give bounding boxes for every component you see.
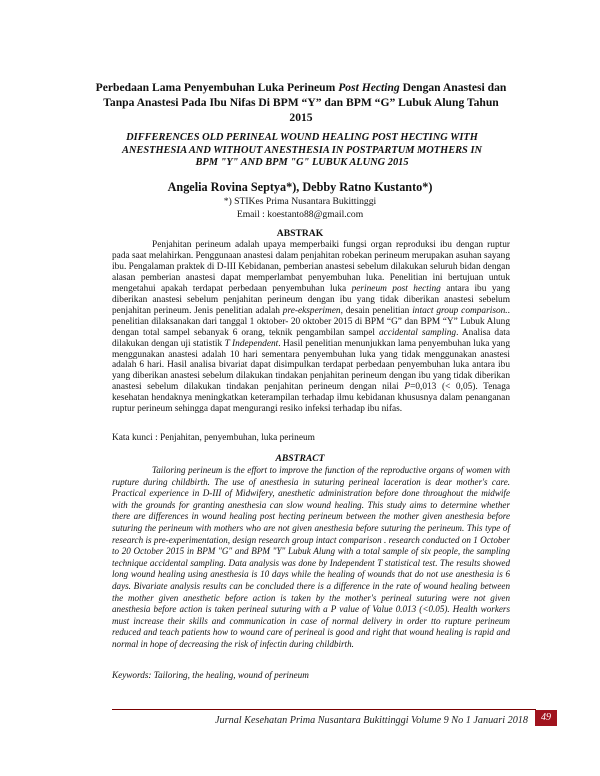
footer-rule [112,709,536,710]
email: Email : koestanto88@gmail.com [236,209,364,220]
title-italic: Post Hecting [338,81,400,94]
keywords: Keywords: Tailoring, the healing, wound of perineum [112,670,309,680]
authors: Angelia Rovina Septya*), Debby Ratno Kustanto*) [167,180,433,194]
abstrak-heading: ABSTRAK [276,228,324,239]
affiliation: *) STIKes Prima Nusantara Bukittinggi [223,196,377,207]
abstrak-body [112,240,510,415]
abstract-paragraph: Tailoring perineum is the effort to improve the function of the reproductive organs of women with rupture during childbirth. The use of anesthesia in suturing perineal laceration is dear mother's care. Practical experience in D-III of Midwifery, anesthetic administration before done throughout the midwife with the grounds for granting anesthesia can slow wound healing. This study aims to determine whether there are differences in wound healing post hecting perineum between the mother given anesthesia before suturing the perineum with mothers who are not given anesthesia before suturing the perineum. This type of research is pre-experimentation, design research group intact comparison . research conducted on 1 October to 20 October 2015 in BPM "G" and BPM "Y" Lubuk Alung with a total sample of six people, the sampling technique accidental sampling. Data analysis was done by Independent T statistical test. The results showed long wound healing using anesthesia is 10 days while the healing of wounds that do not use anesthesia is 6 days. Bivariate analysis results can be concluded there is a difference in the rate of wound healing between the mother given anesthetic before action is taken by the mother's perineal suturing were not given anesthesia before action is taken perineal suturing with a P value of Value 0.013 (<0.05). Health workers must increase their skills and communication in case of normal delivery in order tto rupture perineum reduced and teach patients how to wound care of perineal is good and right that wound healing is rapid and normal in hope of decreasing the risk of infectin during childbirth. [112,465,510,649]
journal-footer: Jurnal Kesehatan Prima Nusantara Bukittinggi Volume 9 No 1 Januari 2018 [215,715,528,726]
page-number: 49 [535,710,557,726]
abstrak-paragraph: Penjahitan perineum adalah upaya memperbaiki fungsi organ reproduksi ibu dengan ruptur pada saat melahirkan. Penggunaan anastesi dalam penjahitan robekan perineum merupakan asuhan sayang ibu. Pengalaman praktek di D-III Kebidanan, pemberian anastesi sebelum dilakukan seluruh bidan dengan alasan pemberian anastesi dapat memperlambat penyembuhan luka. Penelitian ini bertujuan untuk mengetahui apakah terdapat perbedaan penyembuhan luka perineum post hecting antara ibu yang diberikan anastesi sebelum penjahitan perineum dengan ibu yang tidak diberikan anastesi sebelum penjahitan perineum. Jenis penelitian adalah pre-eksperimen, desain penelitian intact group comparison.. penelitian dilaksanakan dari tanggal 1 oktober- 20 oktober 2015 di BPM “G” dan BPM “Y” Lubuk Alung dengan total sampel sebanyak 6 orang, teknik pengambilan sampel accidental sampling. Analisa data dilakukan dengan uji statistik T Independent. Hasil penelitian menunjukkan lama penyembuhan luka yang menggunakan anastesi adalah 10 hari sementara penyembuhan luka yang tidak menggunakan anastesi adalah 6 hari. Hasil analisa bivariat dapat disimpulkan terdapat perbedaan penyembuhan luka antara ibu yang diberikan anastesi sebelum dilakukan tindakan penjahitan perineum dengan ibu yang tidak diberikan anastesi sebelum dilakukan tindakan penjahitan perineum dengan nilai P=0,013 (< 0,05). Tenaga kesehatan hendaknya meningkatkan keterampilan terhadap ilmu kebidanan khususnya dalam penanganan ruptur perineum sehingga dapat mengurangi resiko infeksi terhadap ibu nifas. [112,240,511,415]
article-title: Perbedaan Lama Penyembuhan Luka Perineum Post Hecting Dengan Anastesi dan Tanpa Anastesi Pada Ibu Nifas Di BPM “Y” dan BPM “G” Lubuk Alung Tahun 2015 [95,81,507,124]
kata-kunci: Kata kunci : Penjahitan, penyembuhan, luka perineum [112,433,315,443]
english-title: DIFFERENCES OLD PERINEAL WOUND HEALING POST HECTING WITH ANESTHESIA AND WITHOUT ANESTHESIA IN POSTPARTUM MOTHERS IN BPM "Y" AND BPM "G" LUBUK ALUNG 2015 [121,132,482,169]
abstract-body [112,465,510,651]
abstract-heading: ABSTRACT [275,453,325,464]
